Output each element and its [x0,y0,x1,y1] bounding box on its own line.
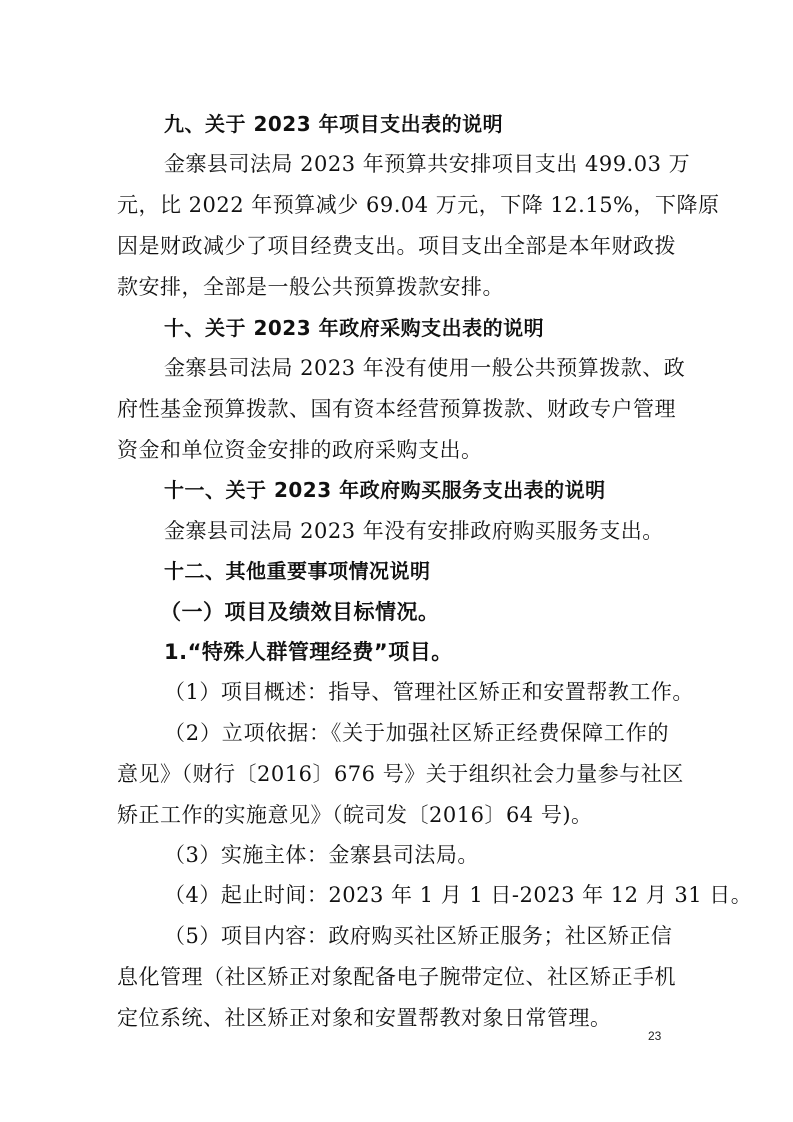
item-line: 矫正工作的实施意见》（皖司发〔2016〕64 号)。 [117,803,593,827]
paragraph-line: 府性基金预算拨款、国有资本经营预算拨款、财政专户管理 [117,397,676,421]
page-number: 23 [648,1029,662,1043]
section-heading-9: 九、关于 2023 年项目支出表的说明 [164,112,504,136]
item-line: （1）项目概述：指导、管理社区矫正和安置帮教工作。 [164,680,694,704]
section-heading-10: 十、关于 2023 年政府采购支出表的说明 [164,316,545,340]
item-line: 意见》（财行〔2016〕676 号》关于组织社会力量参与社区 [117,762,684,786]
section-heading-12: 十二、其他重要事项情况说明 [164,559,431,583]
paragraph-line: 因是财政减少了项目经费支出。项目支出全部是本年财政拨 [117,234,676,258]
item-line: （5）项目内容：政府购买社区矫正服务；社区矫正信 [164,924,673,948]
subheading: （一）项目及绩效目标情况。 [160,600,440,624]
paragraph-line: 金寨县司法局 2023 年预算共安排项目支出 499.03 万 [164,152,691,176]
item-line: （2）立项依据：《关于加强社区矫正经费保障工作的 [164,721,669,745]
paragraph-line: 元，比 2022 年预算减少 69.04 万元，下降 12.15%，下降原 [117,193,720,217]
paragraph-line: 金寨县司法局 2023 年没有安排政府购买服务支出。 [164,519,664,543]
paragraph-line: 款安排，全部是一般公共预算拨款安排。 [117,275,504,299]
item-line: 定位系统、社区矫正对象和安置帮教对象日常管理。 [117,1006,612,1030]
item-line: 息化管理（社区矫正对象配备电子腕带定位、社区矫正手机 [117,965,676,989]
item-line: （4）起止时间：2023 年 1 月 1 日-2023 年 12 月 31 日。 [164,883,753,907]
item-line: （3）实施主体：金寨县司法局。 [164,843,479,867]
project-title: 1.“特殊人群管理经费”项目。 [164,640,453,664]
paragraph-line: 金寨县司法局 2023 年没有使用一般公共预算拨款、政 [164,356,686,380]
section-heading-11: 十一、关于 2023 年政府购买服务支出表的说明 [164,478,606,502]
paragraph-line: 资金和单位资金安排的政府采购支出。 [117,438,483,462]
